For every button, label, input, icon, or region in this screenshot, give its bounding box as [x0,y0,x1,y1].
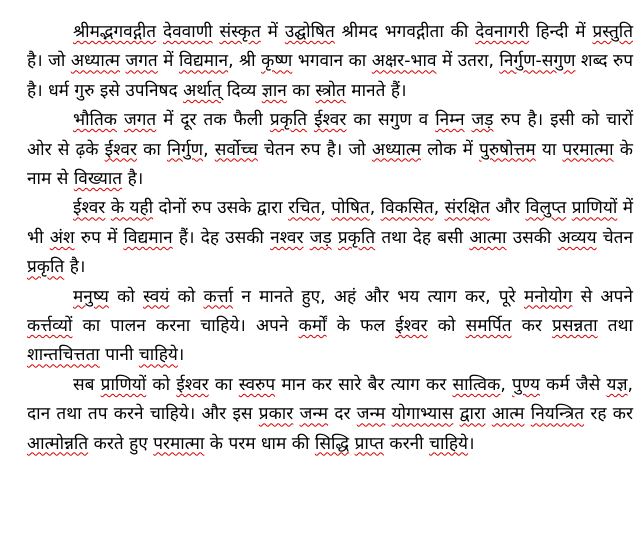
misspelled-word: सिद्धि [314,433,350,454]
paragraph-1 [27,18,633,106]
text-run: में [260,22,285,42]
misspelled-word: अक्षर-भाव [371,51,437,72]
misspelled-word: विलुप्त [525,198,567,219]
misspelled-word: स्वरुप [238,374,276,395]
text-run: या [535,139,563,160]
text-run: और [489,198,526,219]
text-run: कर [511,316,553,337]
text-run: मानते हैं। [345,80,407,101]
misspelled-word: परमात्मा [153,433,205,454]
misspelled-word: नश्वर [270,227,304,248]
misspelled-word: रचित [288,198,321,219]
misspelled-word: विद्यमान [178,51,229,72]
text-run: में उतरा, [436,51,500,72]
misspelled-word: जड़ [309,227,332,248]
misspelled-word: प्रकृति [27,257,65,278]
misspelled-word: जगत [125,51,158,72]
text-run: का पालन करना चाहिये। अपने [72,316,299,337]
misspelled-word: प्रकृति [337,227,376,248]
misspelled-word: आत्म [491,404,525,425]
paragraph-4 [27,283,633,371]
misspelled-word: विकसित [380,198,434,219]
text-run: लोक में [420,139,480,160]
misspelled-word: ईश्वर [395,316,428,337]
text-run: को [146,374,177,395]
misspelled-word: नियन्त्रित [530,404,585,425]
text-run: , [500,374,513,395]
text-run: का सगुण व [346,110,436,131]
misspelled-word: आत्मा [469,227,507,248]
misspelled-word: भौतिक [73,110,117,131]
misspelled-word: चाहिये [429,433,469,454]
text-run: करते हुए [88,433,154,454]
text-run: भगवान का [292,51,372,72]
misspelled-word: चाहिये [138,345,178,366]
misspelled-word: देवनागरी [475,22,530,42]
misspelled-word: परमात्मा [562,139,614,160]
misspelled-word: अव्यय [557,227,597,248]
text-run: , [369,198,381,219]
misspelled-word: स्वयं [143,286,170,307]
text-run [465,110,472,130]
text-run: के नाम से [27,139,633,190]
misspelled-word: निर्गुण [167,139,204,160]
misspelled-word: उद्घोषित [284,22,335,42]
text-run: में दूर तक फैली [156,110,270,131]
misspelled-word: मनोयोग [523,286,573,307]
misspelled-word: श्रीमद्भगवद्गीत [73,22,157,42]
misspelled-word: जन्म [299,404,329,425]
misspelled-word: सर्वोच्च [214,139,258,160]
misspelled-word: ईश्वर [314,110,347,131]
text-run: चेतन रुप है। जो [257,139,372,160]
text-run: है। जो [27,51,71,72]
misspelled-word: स्त्रोत [315,80,346,101]
text-run: का [137,139,168,160]
misspelled-word: प्राप्त [354,433,384,454]
misspelled-word: ज्ञान [261,80,287,101]
text-run: में [157,51,179,72]
misspelled-word: पोषित [331,198,370,219]
misspelled-word: के यही [110,198,154,219]
text-run: श्रीमद भगवद्गीता की [334,22,476,42]
text-run: दर [328,404,357,425]
text-run: को [427,316,466,337]
text-run: हैं। देह उसकी [172,227,271,248]
misspelled-word: अध्यात्म [70,51,120,72]
misspelled-word: कर्त्ता [203,286,234,307]
text-run: मान कर सारे बैर त्याग कर [275,374,453,395]
text-run: न मानते हुए, अहं और भय त्याग कर, पूरे [233,286,524,307]
text-run: दिव्य [221,80,262,101]
text-run: कर्म जैसे [539,374,607,395]
text-run: का [208,374,239,395]
text-run: , [320,198,332,219]
text-run: , [433,198,445,219]
misspelled-word: पुण्य [512,374,540,395]
misspelled-word: कर्मों [298,316,327,337]
text-run: के परम धाम की [204,433,315,454]
misspelled-word: विख्यात [73,169,123,190]
text-run: तथा [597,316,633,337]
text-run [117,110,124,130]
text-run: का [286,80,316,101]
text-run: है। [122,169,144,190]
text-run: चेतन [596,227,634,248]
misspelled-word: जड़ [471,110,494,131]
text-run: करनी [383,433,430,454]
misspelled-word: प्रस्तुति [592,22,633,42]
text-run: , श्री [228,51,262,72]
text-run: हिन्दी में [529,22,593,42]
paragraph-2 [27,106,633,194]
text-run: को [169,286,204,307]
text-run: सब [73,374,101,395]
misspelled-word: अध्यात्म [371,139,421,160]
paragraph-3 [27,194,633,282]
misspelled-word: जन्म [356,404,386,425]
misspelled-word: अंश [49,227,75,248]
misspelled-word: अर्थात् [183,80,222,101]
misspelled-word: निर्गुण-सगुण [499,51,576,72]
misspelled-word: देववाणी [163,22,213,42]
text-run: है। [64,257,86,278]
misspelled-word: मनुष्य [73,286,109,307]
misspelled-word: ईश्वर [176,374,209,395]
paragraph-5 [27,371,633,459]
misspelled-word: कृष्ण [261,51,293,72]
text-run: रुप में [74,227,124,248]
text-run: उसकी [506,227,558,248]
misspelled-word: ईश्वर [73,198,106,219]
misspelled-word: यज्ञ [606,374,628,395]
text-run [307,110,314,130]
misspelled-word: समर्पित [465,316,512,337]
misspelled-word: प्राणियों [100,374,147,395]
text-run: को [108,286,144,307]
misspelled-word: ईश्वर [104,139,137,160]
misspelled-word: विद्यमान [123,227,173,248]
text-run: रह कर [584,404,633,425]
text-run: । [468,433,475,454]
text-run: तथा देह बसी [375,227,470,248]
document-body[interactable] [27,18,633,459]
text-run: के फल [326,316,396,337]
misspelled-word: योगाभ्यास [391,404,454,425]
misspelled-word: जगत [123,110,157,131]
misspelled-word: कर्त्तव्यों [27,316,73,337]
misspelled-word: संरक्षित [444,198,490,219]
text-run: , [203,139,215,160]
text-run: शब्द रुप है। धर्म गुरु इसे उपनिषद [27,51,633,101]
misspelled-word: सात्विक [452,374,501,395]
misspelled-word: प्रसन्नता [552,316,598,337]
text-run: । [177,345,185,366]
misspelled-word: द्वारा [459,404,486,425]
misspelled-word: निम्न [435,110,465,131]
text-run: से अपने [572,286,633,307]
misspelled-word: प्राणियों [571,198,618,219]
text-run [156,22,163,42]
text-run: में भी [27,198,634,248]
text-run: , दान तथा तप करने चाहिये। और इस [27,374,633,425]
text-run: रुप है। इसी को चारों ओर से ढ़के [27,110,634,160]
misspelled-word: आत्मोन्नति [27,433,89,454]
misspelled-word: प्रकृति [269,110,308,131]
misspelled-word: संस्कृत [219,22,261,42]
text-run: पानी [99,345,139,366]
misspelled-word: पुरुषोत्तम [479,139,536,160]
misspelled-word: शान्तचित्तता [27,345,100,366]
text-run: दोनों रुप उसके द्वारा [153,198,289,219]
misspelled-word: प्रकार [258,404,294,425]
